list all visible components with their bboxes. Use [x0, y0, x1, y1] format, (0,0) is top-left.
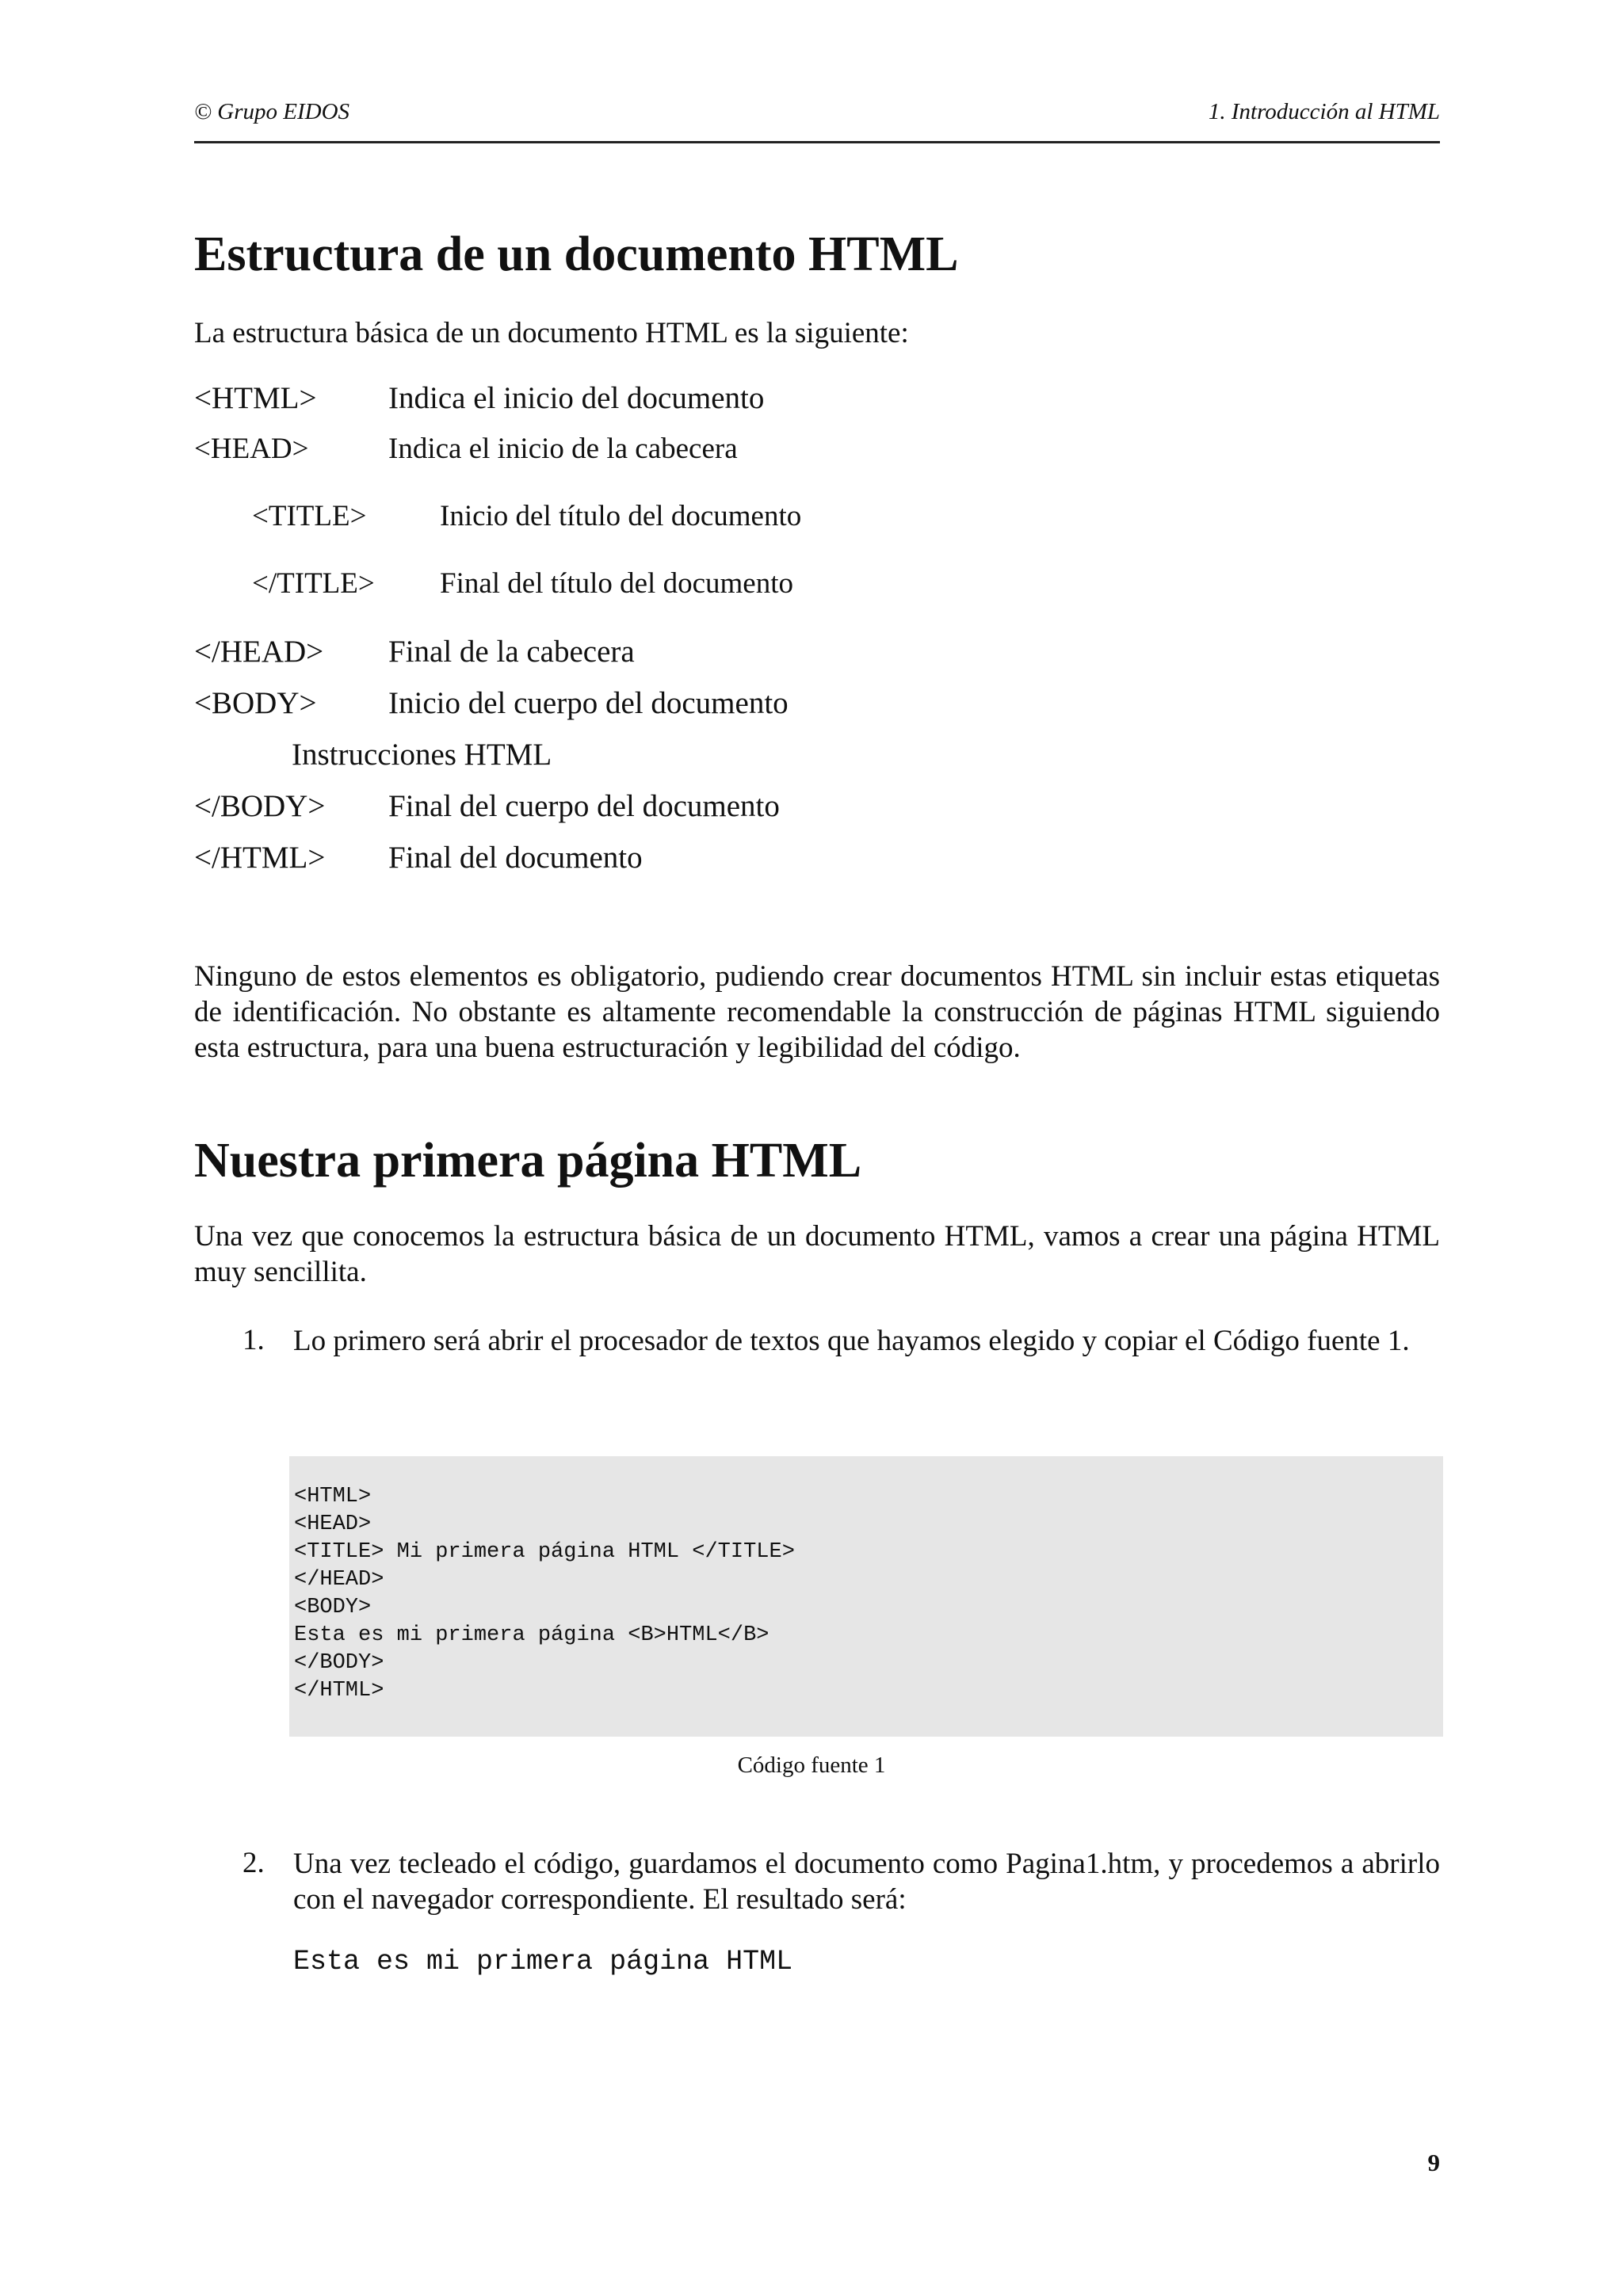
code-line: <BODY> [294, 1596, 372, 1619]
structure-tag: </BODY> [194, 789, 326, 823]
step-number: 1. [242, 1324, 265, 1356]
code-line: </HTML> [294, 1679, 384, 1703]
structure-desc: Final del título del documento [440, 567, 793, 600]
structure-desc: Indica el inicio de la cabecera [388, 433, 738, 465]
structure-tag: </TITLE> [252, 567, 375, 600]
code-line: </HEAD> [294, 1568, 384, 1592]
result-output: Esta es mi primera página HTML [293, 1946, 793, 1978]
structure-desc: Instrucciones HTML [292, 738, 552, 772]
step-number: 2. [242, 1847, 265, 1879]
structure-desc: Inicio del título del documento [440, 500, 802, 532]
structure-tag: <TITLE> [252, 500, 367, 532]
code-line: <HEAD> [294, 1512, 372, 1536]
section-title-first-page: Nuestra primera página HTML [194, 1134, 862, 1188]
structure-tag: <HTML> [194, 381, 317, 415]
structure-tag: </HTML> [194, 841, 326, 875]
step-text: Una vez tecleado el código, guardamos el documento como Pagina1.htm, y procedemos a abrirlo con el navegador correspondiente. El resultado será: [293, 1848, 1440, 1916]
header-publisher: © Grupo EIDOS [194, 99, 350, 124]
structure-desc: Inicio del cuerpo del documento [388, 686, 789, 720]
structure-desc: Indica el inicio del documento [388, 381, 765, 415]
code-block [289, 1456, 1443, 1737]
structure-paragraph: Ninguno de estos elementos es obligatorio, pudiendo crear documentos HTML sin incluir estas etiquetas de identificación. No obstante es altamente recomendable la construcción de páginas HTML siguiendo esta estructura, para una buena estructuración y legibilidad del código. [194, 960, 1440, 1064]
structure-tag: <HEAD> [194, 433, 309, 465]
structure-tag: </HEAD> [194, 635, 324, 669]
section-title-structure: Estructura de un documento HTML [194, 227, 959, 281]
structure-desc: Final del cuerpo del documento [388, 789, 780, 823]
page-number: 9 [1427, 2149, 1440, 2176]
structure-tag: <BODY> [194, 686, 317, 720]
structure-desc: Final de la cabecera [388, 635, 635, 669]
structure-intro: La estructura básica de un documento HTML es la siguiente: [194, 317, 909, 349]
header-chapter: 1. Introducción al HTML [1208, 99, 1440, 124]
page-header [194, 93, 1440, 143]
first-page-intro: Una vez que conocemos la estructura básica de un documento HTML, vamos a crear una página HTML muy sencillita. [194, 1220, 1440, 1288]
step-text: Lo primero será abrir el procesador de textos que hayamos elegido y copiar el Código fuente 1. [293, 1325, 1410, 1357]
structure-desc: Final del documento [388, 841, 643, 875]
code-line: Esta es mi primera página <B>HTML</B> [294, 1623, 769, 1647]
code-line: <TITLE> Mi primera página HTML </TITLE> [294, 1540, 795, 1564]
code-line: </BODY> [294, 1651, 384, 1675]
code-line: <HTML> [294, 1485, 372, 1508]
code-caption: Código fuente 1 [737, 1753, 886, 1778]
